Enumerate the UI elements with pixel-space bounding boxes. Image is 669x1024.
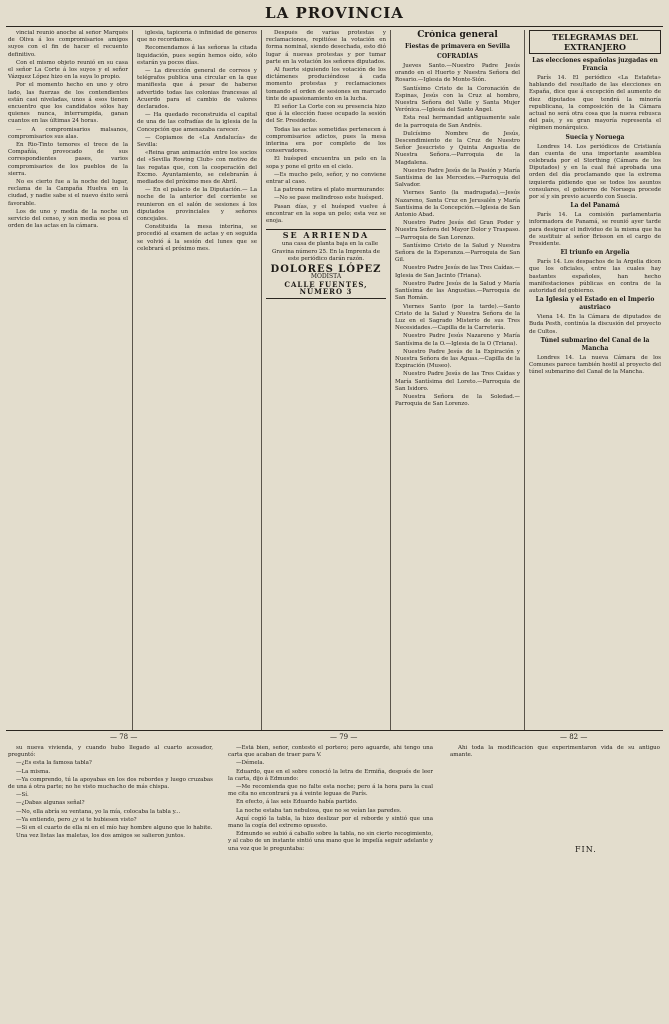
col3-paragraph: Al fuerte siguiendo los votación de los dictámenes produciéndose á cada momento protestas y reclamaciones tomando el orden de sesiones en marcado tinte de apasionamiento en la lucha. [266, 67, 386, 102]
cronica-section: COFRADÍAS [437, 53, 478, 60]
col3-paragraph: Pasan días, y el huésped vuelve á encontrar en la sopa un pelo; esta vez se enoja. [266, 203, 386, 225]
serial-paragraph: —Démela. [236, 760, 265, 767]
right-page-number: — 82 — [560, 733, 588, 741]
masthead-rule [6, 26, 663, 27]
serial-paragraph: —Sí. [16, 792, 29, 799]
col4-paragraph: Nuestro Padre Jesús de las Tres Caídas y María Santísima del Loreto.—Parroquia de San Isidoro. [395, 371, 520, 392]
col1-paragraph: — A compromisarios malsanos, compromisarios sus alas. [8, 126, 128, 140]
col4-paragraph: Nuestro Padre Jesús de la Expiración y Nuestra Señora de las Aguas.—Capilla de la Expiración (Museo). [395, 348, 520, 370]
serial-paragraph: En efecto, á las seis Eduardo había partido. [236, 799, 358, 806]
col4-paragraph: Santísimo Cristo de la Coronación de Espinas, Jesús con la Cruz al hombro, Nuestra Señora del Valle y Santa Mujer Verónica.—Iglesia del Santo Ángel. [395, 85, 520, 114]
col2-paragraph: Constituida la mesa interina, se procedió al examen de actas y en seguida se volvió á la sesión del lunes que se celebrará el próximo mes. [137, 224, 257, 252]
col4-paragraph: Nuestro Padre Jesús Nazareno y María Santísima de la O.—Iglesia de la O (Triana). [395, 333, 520, 347]
col1-paragraph: No es cierto fue a la noche del lugar, reclama de la Campaña Huelva en la ciudad, y nadie sabe si el nuevo éxito será favorable. [8, 179, 128, 207]
column-divider [390, 30, 391, 730]
serial-paragraph: su nueva vivienda, y cuando hubo llegado al cuarto acosador, preguntó: [8, 745, 213, 759]
ad-address: CALLE FUENTES, NÚMERO 3 [284, 279, 368, 296]
col1-paragraph: vincial reunió anoche al señor Marqués de Oliva á los compromisarios amigos suyos con el fin de hacer el recuento definitivo. [8, 30, 128, 58]
col4-paragraph: Nuestra Señora de la Soledad.—Parroquia de San Lorenzo. [395, 393, 520, 408]
telegram-text: Londres 14. La nueva Cámara de los Comunes parece también hostil al proyecto del túnel submarino del Canal de la Mancha. [529, 354, 661, 376]
serial-paragraph: Una vez listas las maletas, los dos amigos se salieron juntos. [16, 833, 186, 840]
col4-paragraph: Esta real hermandad antiguamente sale de la parroquia de San Andrés. [395, 115, 520, 129]
telegram-head: Suecia y Noruega [565, 133, 625, 141]
serial-paragraph: —Ya entiendo, pero ¿y si te hubiesen visto? [16, 816, 137, 823]
col2-paragraph: Recomendamos á las señoras la citada liquidación, pues según hemos oído, sólo estarán ya pocos días. [137, 45, 257, 66]
col4-paragraph: Jueves Santo.—Nuestro Padre Jesús orando en el Huerto y Nuestra Señora del Rosario.—Iglesia de Monte-Sión. [395, 63, 520, 84]
col1-paragraph: Los de uno y media de la noche un servicio del censo, y son media se posa el orden de las actas en la cámara. [8, 208, 128, 230]
masthead [0, 4, 669, 24]
column-2 [137, 30, 257, 730]
col3-paragraph: La patrona retira el plato murmurando: [274, 187, 385, 194]
serial-paragraph: Ahí toda la modificación que experimentaron vida de su antiguo amante. [450, 745, 660, 759]
col3-paragraph: —Es mucho pelo, señor, y no conviene entrar al caso. [266, 171, 386, 186]
column-5 [529, 30, 661, 730]
cronica-title: Crónica general [417, 30, 498, 40]
telegram-text: Londres 14. Los periódicos de Cristianía dan cuenta de una importante asamblea celebrada por el Storthing (Cámara de los Diputados) y en la cual fué aprobada una orden del día proclamando que la extrema izquierda pidiendo que se todos los asuntos consulares, el gobierno de Noruega procede por sí y sin previo acuerdo con Suecia. [529, 143, 661, 201]
col3-paragraph: El señor La Corte con su presencia hizo que á la elección fuese ocupado la sesión del Sr. Presidente. [266, 104, 386, 125]
telegram-head: Túnel submarino del Canal de la Mancha [540, 336, 650, 352]
telegram-text: París 14. Los despachos de la Argelia dicen que los oficiales, entre las cuales hay bastantes españoles, han hecho manifestaciones públicas en contra de la autoridad del gobierno. [529, 259, 661, 295]
col4-paragraph: Nuestro Padre Jesús de la Pasión y María Santísima de las Mercedes.—Parroquia del Salvador. [395, 167, 520, 189]
serial-paragraph: —Si en el cuarto de ella ni en el mío hay hombre alguno que lo habite. [16, 825, 213, 832]
serial-paragraph: —Está bien, señor, contestó el portero; pero aguarde, ahí tengo una carta que acaban de traer para V. [228, 745, 433, 759]
col4-paragraph: Santísimo Cristo de la Salud y Nuestra Señora de la Esperanza.—Parroquia de San Gil. [395, 242, 520, 264]
serial-left-column [8, 745, 213, 1020]
ad-text: una casa de planta baja en la calle Gravina número 25. En la Imprenta de este periódico darán razón. [272, 241, 380, 262]
column-divider [524, 30, 525, 730]
column-4 [395, 30, 520, 730]
col4-paragraph: Nuestro Padre Jesús de la Salud y María Santísima de las Angustias.—Parroquia de San Román. [395, 280, 520, 302]
folletin-rule [6, 730, 663, 731]
serial-paragraph: La noche estaba tan nebulosa, que no se veían las paredes. [236, 807, 402, 814]
serial-paragraph: —¿Es esta la famosa tabla? [16, 760, 92, 767]
col3-paragraph: El huésped encuentra un pelo en la sopa y pone el grito en el cielo. [266, 156, 386, 170]
col3-paragraph: Después de varias protestas y reclamaciones, repitióse la votación en forma nominal, siendo desechada, esto dió lugar á nuevas protestas y por tumar parte en la votación los señores diputados. [266, 30, 386, 65]
col2-paragraph: «Reina gran animación entre los socios del «Sevilla Rowing Club» con motivo de las regatas que, con la cooperación del Excmo. Ayuntamiento, se celebrarán á mediados del próximo mes de Abril. [137, 150, 257, 186]
col2-paragraph: — Copiamos de «La Andalucía» de Sevilla: [137, 134, 257, 149]
ad-role: MODISTA [310, 273, 342, 281]
ad-name: DOLORES LÓPEZ [270, 264, 382, 276]
col2-paragraph: — Ha quedado reconstruida el capital de una de las cofradías de la iglesia de la Concepción que amenazaba carecer. [137, 112, 257, 133]
serial-paragraph: Eduardo, que en el sobre conoció la letra de Ermiña, después de leer la carta, dijo á Edmundo: [228, 768, 433, 782]
ad-heading: SE ARRIENDA [282, 230, 370, 241]
serial-paragraph: —¿Dabas algunas señal? [16, 800, 85, 807]
col1-paragraph: Con el mismo objeto reunió en su casa el señor La Corte á los suyos y el señor Vázquez López hizo en la suya lo propio. [8, 59, 128, 81]
col2-paragraph: — La dirección general de correos y telégrafos publica una circular en la que manifiesta que á pesar de haberse advertido todas las colonias francesas al Acuerdo para el cambio de valores declarados. [137, 68, 257, 111]
col3-paragraph: —No se pase melindroso este huésped. [274, 195, 384, 202]
mid-page-number: — 79 — [330, 733, 358, 741]
serial-paragraph: —Me recomienda que no falte esta noche; pero á la hora para la cual me cita no encontrará ya á veinte leguas de París. [228, 784, 433, 798]
col2-paragraph: iglesia, tapicería ó infinidad de géneros que no recordamos. [137, 30, 257, 44]
col4-paragraph: Viernes Santo (por la tarde).—Santo Cristo de la Salud y Nuestra Señora de la Luz en el Sagrado Misterio de sus Tres Necesidades.—Capilla de la Carretería. [395, 303, 520, 332]
telegram-text: París 14. El periódico «La Estafeta» hablando del resultado de las elecciones en España, dice que á excepción del aumento de diez diputados que tendrá la minoría republicana, la composición de la Cámara actual no será otra cosa que la nueva rebusca del país, y su gran mayoría representa el régimen monárquico. [529, 75, 661, 132]
serial-paragraph: Aquí cogió la tabla, la hizo deslizar por el reborde y sintió que una mano la cogía del extremo opuesto. [228, 815, 433, 830]
serial-right-column [450, 745, 660, 825]
telegram-head: La Iglesia y el Estado en el Imperio austriaco [535, 296, 655, 312]
col3-paragraph: Todas las actas sometidas pertenecen á compromisarios adictos, pues la mesa interina era por completo de los conservadores. [266, 126, 386, 155]
telegram-head: La del Panamá [570, 202, 620, 210]
column-divider [132, 30, 133, 730]
col4-paragraph: Viernes Santo (la madrugada).—Jesús Nazareno, Santa Cruz en Jerusalén y María Santísima de la Concepción.—Iglesia de San Antonio Abad. [395, 190, 520, 219]
serial-paragraph: —No, ella abría su ventana, yo la mía, colocaba la tabla y... [16, 808, 181, 815]
col4-paragraph: Nuestro Padre Jesús de las Tres Caídas.—Iglesia de San Jacinto (Triana). [395, 265, 520, 279]
col4-paragraph: Nuestro Padre Jesús del Gran Poder y Nuestra Señora del Mayor Dolor y Traspaso.—Parroquia de San Lorenzo. [395, 220, 520, 241]
telegramas-title: TELEGRAMAS DEL EXTRANJERO [529, 30, 661, 54]
telegram-text: Viena 14. En la Cámara de diputados de Buda Pesth, continúa la discusión del proyecto de Cultos. [529, 314, 661, 335]
col2-paragraph: — En el palacio de la Diputación.— La noche de la anterior del corriente se reunieron en el salón de sesiones á los diputados provinciales y señores concejales. [137, 187, 257, 223]
cronica-subtitle: Fiestas de primavera en Sevilla [405, 43, 510, 50]
serial-paragraph: —Ya comprendo, tú la apoyabas en los dos rebordes y luego cruzabas de una á otra parte; no he visto muchacho de más chispa. [8, 776, 213, 791]
telegram-head: Las elecciones españolas juzgadas en Francia [532, 57, 658, 72]
serial-paragraph: Edmundo se subió á caballo sobre la tabla, no sin cierto recogimiento, y al cabo de un instante sintió una mano que le impelía seguir adelante y una voz que le preguntaba: [228, 831, 433, 852]
column-divider [261, 30, 262, 730]
serial-mid-column [228, 745, 433, 1020]
col1-paragraph: Por el momento hecho en uno y otro lado, las fuerzas de los contendientes están casi niveladas, unos á esos tienen encuentro que los candidatos sólos hay quienes nunca, interrumpida, ganan cuantos en las últimas 24 horas. [8, 82, 128, 125]
telegram-head: El triunfo en Argelia [560, 249, 630, 257]
column-1 [8, 30, 128, 730]
classified-ad [266, 229, 386, 299]
col1-paragraph: En Rio-Tinto temores el trece de la Compañía, provocado de sus correspondientes pases, varios compromisarios de los pueblos de la sierra. [8, 142, 128, 177]
fin-label: FIN. [575, 845, 597, 854]
serial-paragraph: —La misma. [16, 768, 51, 775]
newspaper-title: LA PROVINCIA [265, 4, 404, 22]
column-3 [266, 30, 386, 730]
left-page-number: — 78 — [110, 733, 138, 741]
col4-paragraph: Dulcísimo Nombre de Jesús, Descendimiento de la Cruz de Nuestro Señor Jesucristo y Quinta Angustia de Nuestra Señora.—Parroquia de la Magdalena. [395, 130, 520, 166]
telegram-text: París 14. La comisión parlamentaria informadora de Panamá, se reunió ayer tarde para designar el individuo de la misma que ha de sustituir al señor Brisson en el cargo de Presidente. [529, 212, 661, 248]
